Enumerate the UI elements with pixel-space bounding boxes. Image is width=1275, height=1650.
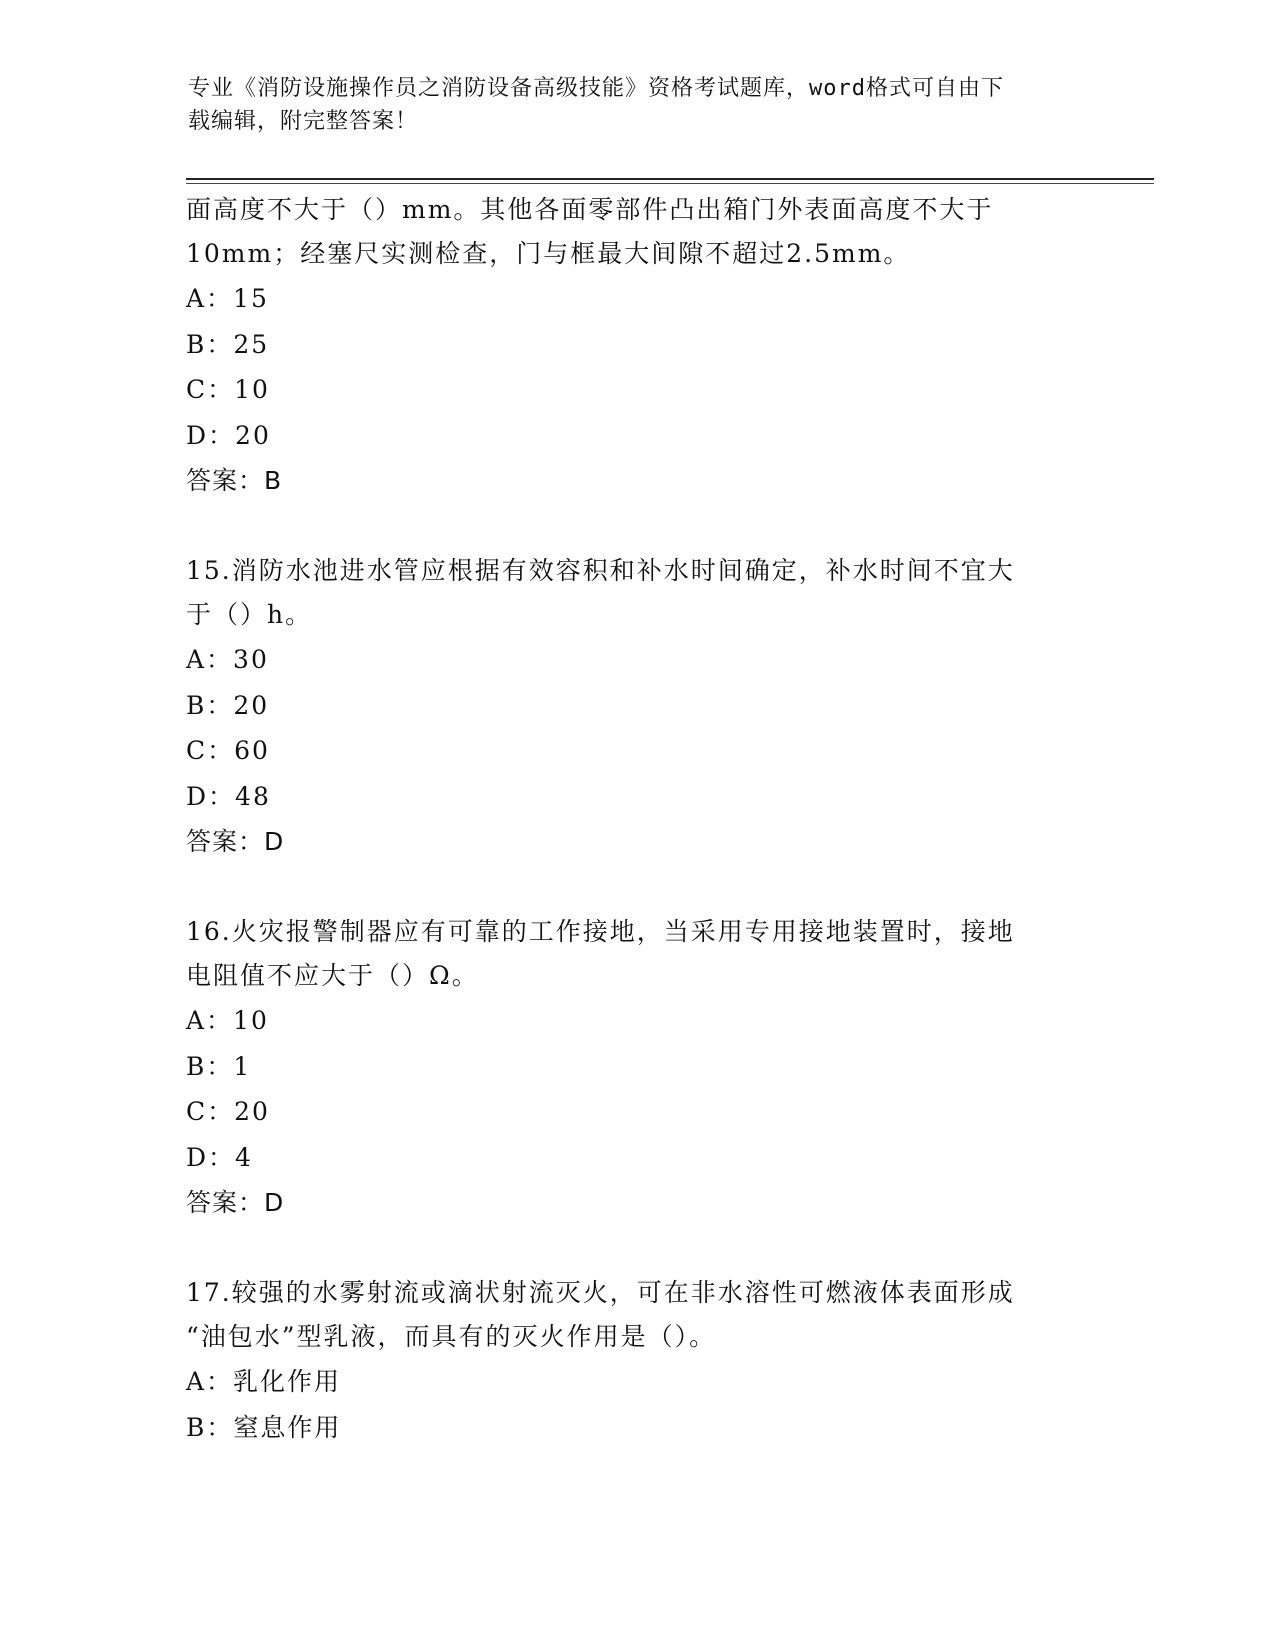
option-d: D：20 [186,420,271,450]
option-a: A：10 [186,1006,269,1035]
question-list [186,188,1086,1450]
option-a: A：15 [186,284,269,313]
header-divider-thin [186,183,1154,184]
option-b: B：20 [186,690,270,720]
header-line-2: 载编辑，附完整答案！ [188,109,419,134]
answer-line: 答案：D [186,827,285,856]
question-text-line: 17.较强的水雾射流或滴状射流灭火，可在非水溶性可燃液体表面形成 [186,1278,1015,1307]
question-block [186,188,1086,503]
option-b: B：25 [186,329,270,359]
question-block [186,1271,1086,1450]
question-text-line: 于（）h。 [186,600,313,629]
option-b: B：窒息作用 [186,1412,342,1442]
option-d: D：4 [186,1142,253,1172]
answer-line: 答案：D [186,1188,285,1217]
document-header [188,72,1068,138]
question-spacer [186,1225,1086,1271]
option-c: C：20 [186,1097,270,1126]
option-b: B：1 [186,1051,252,1081]
question-spacer [186,503,1086,549]
option-c: C：10 [186,375,270,404]
option-d: D：48 [186,781,271,811]
option-a: A：乳化作用 [186,1367,342,1396]
question-spacer [186,864,1086,910]
question-text-line: 16.火灾报警制器应有可靠的工作接地，当采用专用接地装置时，接地 [186,917,1015,946]
question-text-line: 面高度不大于（）mm。其他各面零部件凸出箱门外表面高度不大于 [186,195,994,224]
header-divider-thick [186,178,1154,180]
option-c: C：60 [186,736,270,765]
question-text-line: 15.消防水池进水管应根据有效容积和补水时间确定，补水时间不宜大 [186,556,1015,585]
question-block [186,549,1086,864]
option-a: A：30 [186,645,269,674]
question-text-line: 电阻值不应大于（）Ω。 [186,961,479,990]
question-block [186,910,1086,1225]
answer-line: 答案：B [186,466,283,495]
question-text-line: “油包水”型乳液，而具有的灭火作用是（）。 [186,1322,717,1351]
header-line-1: 专业《消防设施操作员之消防设备高级技能》资格考试题库，word格式可自由下 [188,76,1004,101]
question-text-line: 10mm；经塞尺实测检查，门与框最大间隙不超过2.5mm。 [186,239,911,268]
